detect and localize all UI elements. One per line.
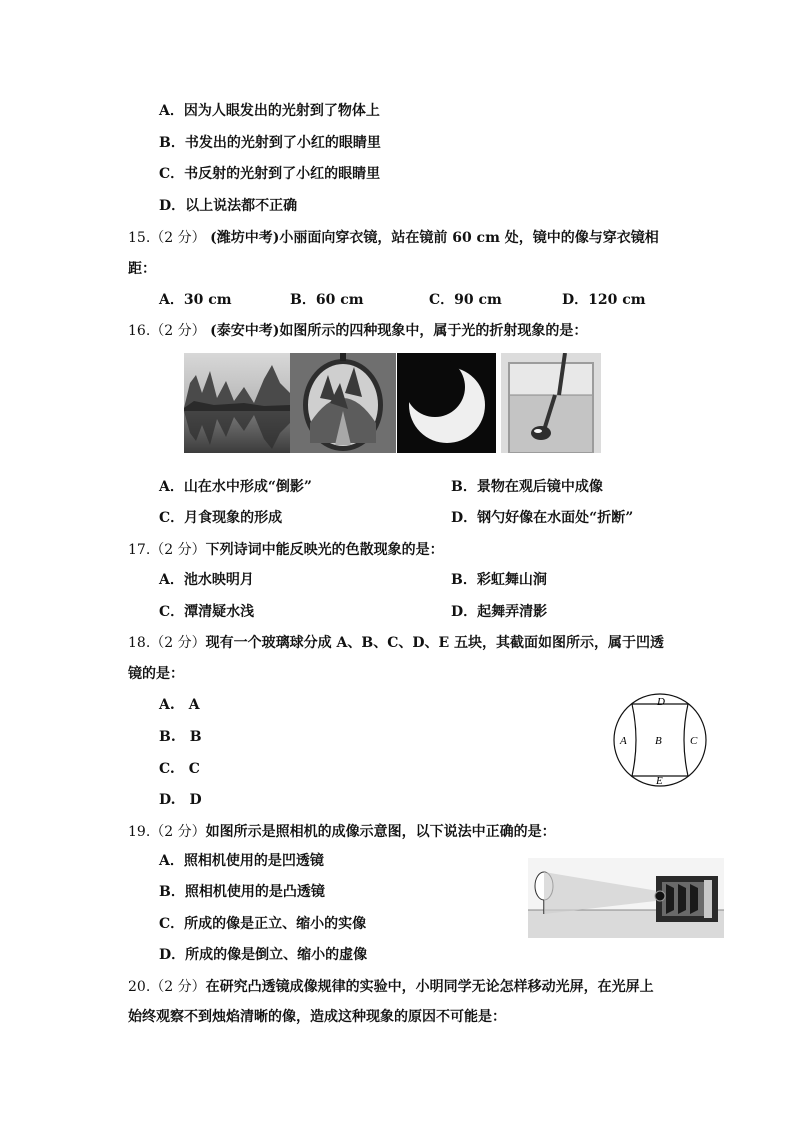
question-stem: (潍坊中考)小丽面向穿衣镜，站在镜前 60 cm 处，镜中的像与穿衣镜相 (210, 230, 659, 246)
q17-option-c: C．潭清疑水浅 (159, 604, 255, 620)
q15-stem-line (128, 228, 659, 248)
q19-option-d: D．所成的像是倒立、缩小的虚像 (159, 947, 368, 963)
question-number: 18. (128, 635, 151, 651)
question-stem: (泰安中考)如图所示的四种现象中，属于光的折射现象的是： (210, 323, 588, 339)
q19-option-b: B．照相机使用的是凸透镜 (159, 884, 325, 900)
question-score: （2 分） (150, 824, 206, 840)
q19-option-a: A．照相机使用的是凹透镜 (159, 853, 324, 869)
label-b: B (655, 735, 662, 747)
q15-option-a: A．30 cm (159, 292, 232, 308)
q14-option-d: D．以上说法都不正确 (159, 198, 298, 214)
eclipse-photo (397, 353, 496, 453)
q20-stem-continued: 始终观察不到烛焰清晰的像，造成这种现象的原因不可能是： (128, 1009, 506, 1025)
question-stem: 现有一个玻璃球分成 A、B、C、D、E 五块，其截面如图所示，属于凹透 (205, 635, 665, 651)
q15-stem-continued: 距： (128, 261, 156, 277)
question-number: 19. (128, 824, 151, 840)
rearview-mirror-photo (290, 353, 396, 453)
q14-option-a: A．因为人眼发出的光射到了物体上 (159, 103, 380, 119)
q18-stem-line (128, 633, 664, 653)
label-a: A (620, 735, 627, 747)
q16-option-c: C．月食现象的形成 (159, 510, 283, 526)
question-number: 17. (128, 542, 151, 558)
mountain-reflection-photo (184, 353, 290, 453)
q18-option-c: C. C (159, 761, 200, 777)
q15-option-c: C．90 cm (429, 292, 502, 308)
q16-stem-line (128, 321, 587, 341)
q19-option-c: C．所成的像是正立、缩小的实像 (159, 916, 367, 932)
label-c: C (690, 735, 698, 747)
q18-option-d: D. D (159, 792, 202, 808)
question-number: 15. (128, 230, 151, 246)
question-score: （2 分） (150, 635, 206, 651)
glass-sphere-diagram (610, 692, 710, 788)
q17-option-b: B．彩虹舞山涧 (451, 572, 547, 588)
question-score: （2 分） (150, 323, 206, 339)
question-number: 16. (128, 323, 151, 339)
q17-option-d: D．起舞弄清影 (451, 604, 548, 620)
label-d: D (657, 696, 665, 708)
question-stem: 在研究凸透镜成像规律的实验中，小明同学无论怎样移动光屏，在光屏上 (205, 979, 654, 995)
q15-option-d: D．120 cm (562, 292, 646, 308)
q17-option-a: A．池水映明月 (159, 572, 254, 588)
question-number: 20. (128, 979, 151, 995)
q19-stem-line (128, 822, 556, 842)
q16-option-a: A．山在水中形成“倒影” (159, 479, 312, 495)
question-stem: 如图所示是照相机的成像示意图，以下说法中正确的是： (205, 824, 556, 840)
q18-option-b: B. B (159, 729, 202, 745)
camera-imaging-diagram (528, 858, 724, 938)
q14-option-b: B．书发出的光射到了小红的眼睛里 (159, 135, 381, 151)
label-e: E (656, 775, 663, 787)
spoon-in-water-photo (501, 353, 601, 453)
q14-option-c: C．书反射的光射到了小红的眼睛里 (159, 166, 381, 182)
q20-stem-line (128, 977, 654, 997)
q17-stem-line (128, 540, 444, 560)
q15-option-b: B．60 cm (290, 292, 364, 308)
q18-stem-continued: 镜的是： (128, 666, 184, 682)
q16-option-d: D．钢勺好像在水面处“折断” (451, 510, 634, 526)
question-stem: 下列诗词中能反映光的色散现象的是： (205, 542, 444, 558)
question-score: （2 分） (150, 230, 206, 246)
q16-option-b: B．景物在观后镜中成像 (451, 479, 603, 495)
question-score: （2 分） (150, 542, 206, 558)
q18-option-a: A. A (159, 697, 200, 713)
question-score: （2 分） (150, 979, 206, 995)
